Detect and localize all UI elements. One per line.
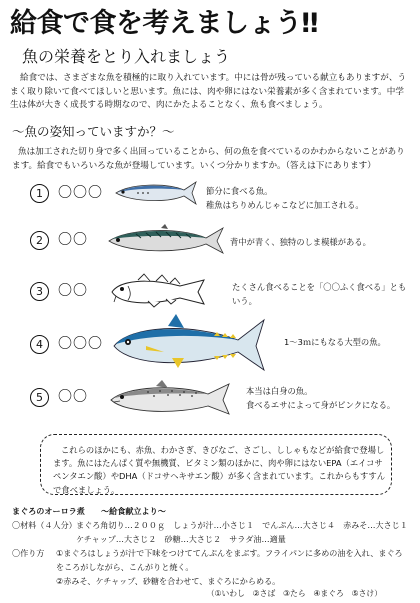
hint-3-line-1: たくさん食べることを「〇〇ふく食べる」とも bbox=[232, 282, 407, 292]
hint-1-line-1: 節分に食べる魚。 bbox=[206, 186, 273, 196]
quiz-heading: ～魚の姿知っていますか？～ bbox=[12, 124, 175, 139]
recipe-title: まぐろのオーロラ煮 ～給食献立より～ bbox=[12, 506, 166, 516]
hint-2-line-1: 背中が青く、独特のしま模様がある。 bbox=[230, 237, 371, 247]
tuna-illustration bbox=[110, 312, 268, 374]
hint-1-line-2: 稚魚はちりめんじゃこなどに加工される。 bbox=[206, 200, 364, 210]
hint-3-line-2: いう。 bbox=[232, 296, 257, 306]
ingredients-label: 〇材料（４人分） bbox=[12, 520, 77, 530]
recipe-method bbox=[12, 546, 412, 588]
hint-5-line-1: 本当は白身の魚。 bbox=[246, 386, 313, 396]
page-title: 給食で食を考えましょう‼ bbox=[10, 8, 318, 39]
method-step-2: ②赤みそ、ケチャップ、砂糖を合わせて、まぐろにからめる。 bbox=[56, 576, 281, 586]
question-number-4: 4 bbox=[30, 335, 49, 354]
cod-illustration bbox=[108, 272, 208, 310]
question-number-3: 3 bbox=[30, 282, 49, 301]
intro-paragraph: 給食では、さまざまな魚を積極的に取り入れています。中には骨が残っている献立もありますが、うまく取り除いて食べてほしいと思います。魚には、肉や卵にはない栄養素が多く含まれています。中学生は体が大きく成長する時期なので、肉にかたよることなく、魚も食べましょう。 bbox=[10, 73, 407, 110]
answer-blanks-2: 〇〇 bbox=[58, 232, 88, 248]
method-step-1: ①まぐろはしょうが汁で下味をつけててんぷんをまぶす。フライパンに多めの油を入れ、まぐろをころがしながら、こんがりと焼く。 bbox=[56, 548, 403, 572]
recipe-ingredients bbox=[12, 518, 412, 546]
answer-blanks-4: 〇〇〇 bbox=[58, 336, 103, 352]
ingredients-line-1: まぐろ角切り…２００ｇ しょうが汁…小さじ１ でんぷん…大さじ４ 赤みそ…大さじ１ bbox=[76, 520, 408, 530]
answer-blanks-5: 〇〇 bbox=[58, 389, 88, 405]
quiz-answers: （①いわし ②さば ③たら ④まぐろ ⑤さけ） bbox=[206, 589, 382, 598]
answer-blanks-3: 〇〇 bbox=[58, 283, 88, 299]
question-number-2: 2 bbox=[30, 231, 49, 250]
question-number-5: 5 bbox=[30, 388, 49, 407]
recipe-section bbox=[12, 504, 412, 588]
method-label: 〇作り方 bbox=[12, 548, 45, 558]
answer-blanks-1: 〇〇〇 bbox=[58, 185, 103, 201]
ingredients-line-2: ケチャップ…大さじ２ 砂糖…大さじ２ サラダ油…適量 bbox=[76, 534, 286, 544]
page-subtitle: 魚の栄養をとり入れましょう bbox=[22, 47, 231, 66]
nutrition-info-text: これらのほかにも、赤魚、わかさぎ、きびなご、さごし、ししゃもなどが給食で登場します。魚にはたんぱく質や無機質、ビタミン類のほかに、肉や卵にはないEPA（エイコサペンタエン酸）やDHA（ドコサヘキサエン酸）が多く含まれています。これからもすすんで食べましょう。 bbox=[53, 445, 386, 495]
hint-5-line-2: 食べるエサによって身がピンクになる。 bbox=[246, 400, 396, 410]
salmon-illustration bbox=[108, 378, 232, 418]
mackerel-illustration bbox=[106, 222, 226, 258]
sardine-illustration bbox=[112, 178, 198, 208]
quiz-intro: 魚は加工された切り身で多く出回っていることから、何の魚を食べているのかわからないことがあります。給食でもいろいろな魚が登場しています。いくつ分かりますか。（答えは下にあります） bbox=[12, 147, 405, 171]
hint-4-line-1: 1～3ｍにもなる大型の魚。 bbox=[284, 337, 386, 347]
question-number-1: 1 bbox=[30, 184, 49, 203]
